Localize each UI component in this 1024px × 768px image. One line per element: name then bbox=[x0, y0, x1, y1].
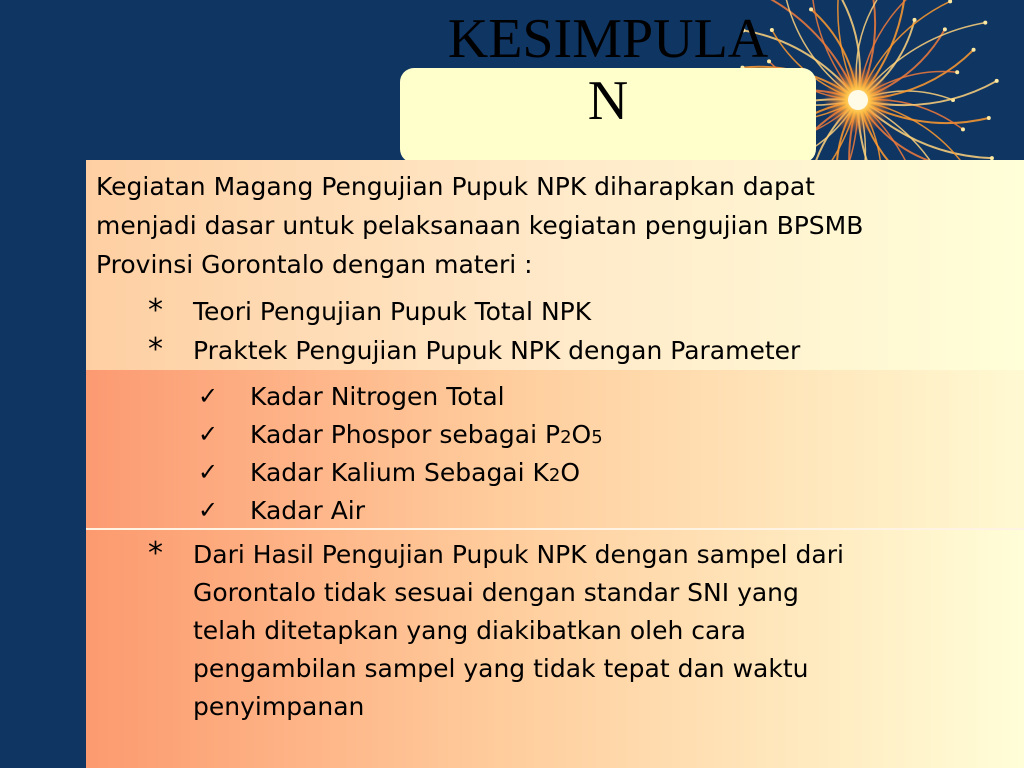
conclusion-line: Dari Hasil Pengujian Pupuk NPK dengan sampel dari bbox=[193, 540, 844, 569]
firework-spark bbox=[913, 18, 917, 22]
firework-spark bbox=[961, 127, 965, 131]
checkmark-icon: ✓ bbox=[198, 458, 219, 486]
conclusion-line: penyimpanan bbox=[193, 692, 365, 721]
checkmark-icon: ✓ bbox=[198, 420, 219, 448]
bullet-item-practice: Praktek Pengujian Pupuk NPK dengan Parameter bbox=[193, 336, 801, 365]
slide-title-line-1: KESIMPULA bbox=[447, 8, 769, 70]
asterisk-bullet-icon: * bbox=[148, 293, 163, 328]
slide-title-line-2: N bbox=[587, 70, 629, 132]
asterisk-bullet-icon: * bbox=[148, 332, 163, 367]
intro-line: menjadi dasar untuk pelaksanaan kegiatan pengujian BPSMB bbox=[96, 211, 864, 240]
conclusion-line: Gorontalo tidak sesuai dengan standar SNI yang bbox=[193, 578, 799, 607]
asterisk-bullet-icon: * bbox=[148, 536, 163, 571]
conclusion-line: pengambilan sampel yang tidak tepat dan waktu bbox=[193, 654, 809, 683]
intro-paragraph bbox=[96, 167, 863, 284]
intro-line: Kegiatan Magang Pengujian Pupuk NPK diharapkan dapat bbox=[96, 172, 815, 201]
bullet-item-theory: Teori Pengujian Pupuk Total NPK bbox=[193, 297, 592, 326]
firework-spark bbox=[972, 48, 976, 52]
checkmark-icon: ✓ bbox=[198, 496, 219, 524]
firework-spark bbox=[943, 27, 947, 31]
firework-spark bbox=[995, 79, 999, 83]
firework-spark bbox=[987, 116, 991, 120]
parameter-item: Kadar Kalium Sebagai K2O bbox=[250, 458, 581, 487]
conclusion-line: telah ditetapkan yang diakibatkan oleh cara bbox=[193, 616, 746, 645]
firework-spark bbox=[983, 21, 987, 25]
slide-title bbox=[400, 8, 816, 132]
firework-spark bbox=[955, 70, 959, 74]
parameter-item: Kadar Air bbox=[250, 496, 366, 525]
intro-line: Provinsi Gorontalo dengan materi : bbox=[96, 250, 533, 279]
parameter-item: Kadar Nitrogen Total bbox=[250, 382, 505, 411]
conclusion-paragraph bbox=[193, 536, 844, 726]
checkmark-icon: ✓ bbox=[198, 382, 219, 410]
parameter-item: Kadar Phospor sebagai P2O5 bbox=[250, 420, 603, 449]
